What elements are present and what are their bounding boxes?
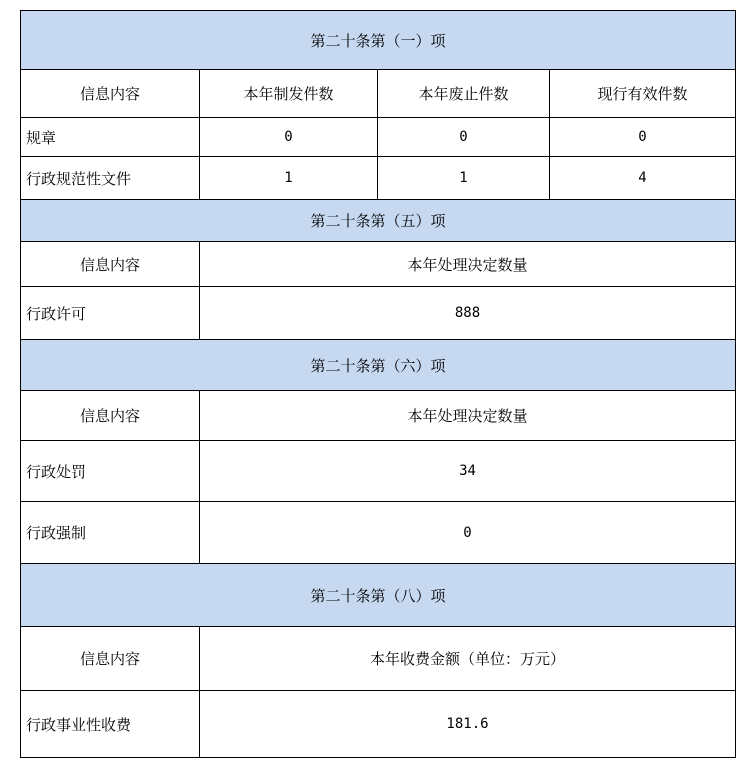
section4-title: 第二十条第（八）项 <box>21 564 736 627</box>
section2-header-row <box>21 200 736 242</box>
row-value: 0 <box>550 118 736 157</box>
section2-header-count: 本年处理决定数量 <box>200 242 736 287</box>
section2-header-info: 信息内容 <box>21 242 200 287</box>
section1-title: 第二十条第（一）项 <box>21 11 736 70</box>
section3-header-info: 信息内容 <box>21 391 200 441</box>
section1-header-valid: 现行有效件数 <box>550 70 736 118</box>
row-value: 1 <box>200 157 378 200</box>
disclosure-table <box>20 10 736 758</box>
section1-column-header-row <box>21 70 736 118</box>
section1-header-abolished: 本年废止件数 <box>378 70 550 118</box>
section2-column-header-row <box>21 242 736 287</box>
section3-column-header-row <box>21 391 736 441</box>
section4-header-row <box>21 564 736 627</box>
row-label: 行政强制 <box>21 502 200 564</box>
section1-header-row <box>21 11 736 70</box>
section1-header-issued: 本年制发件数 <box>200 70 378 118</box>
row-label: 行政事业性收费 <box>21 691 200 758</box>
section2-title: 第二十条第（五）项 <box>21 200 736 242</box>
table-row <box>21 441 736 502</box>
row-label: 行政规范性文件 <box>21 157 200 200</box>
section4-header-info: 信息内容 <box>21 627 200 691</box>
row-value: 181.6 <box>200 691 736 758</box>
row-label: 规章 <box>21 118 200 157</box>
row-label: 行政处罚 <box>21 441 200 502</box>
row-value: 4 <box>550 157 736 200</box>
section3-title: 第二十条第（六）项 <box>21 340 736 391</box>
row-label: 行政许可 <box>21 287 200 340</box>
section3-header-count: 本年处理决定数量 <box>200 391 736 441</box>
section4-header-amount: 本年收费金额（单位：万元） <box>200 627 736 691</box>
row-value: 0 <box>200 502 736 564</box>
table-row <box>21 118 736 157</box>
table-row <box>21 691 736 758</box>
row-value: 0 <box>378 118 550 157</box>
table-row <box>21 287 736 340</box>
section1-header-info: 信息内容 <box>21 70 200 118</box>
table-row <box>21 157 736 200</box>
section3-header-row <box>21 340 736 391</box>
row-value: 888 <box>200 287 736 340</box>
row-value: 0 <box>200 118 378 157</box>
row-value: 34 <box>200 441 736 502</box>
section4-column-header-row <box>21 627 736 691</box>
row-value: 1 <box>378 157 550 200</box>
table-row <box>21 502 736 564</box>
